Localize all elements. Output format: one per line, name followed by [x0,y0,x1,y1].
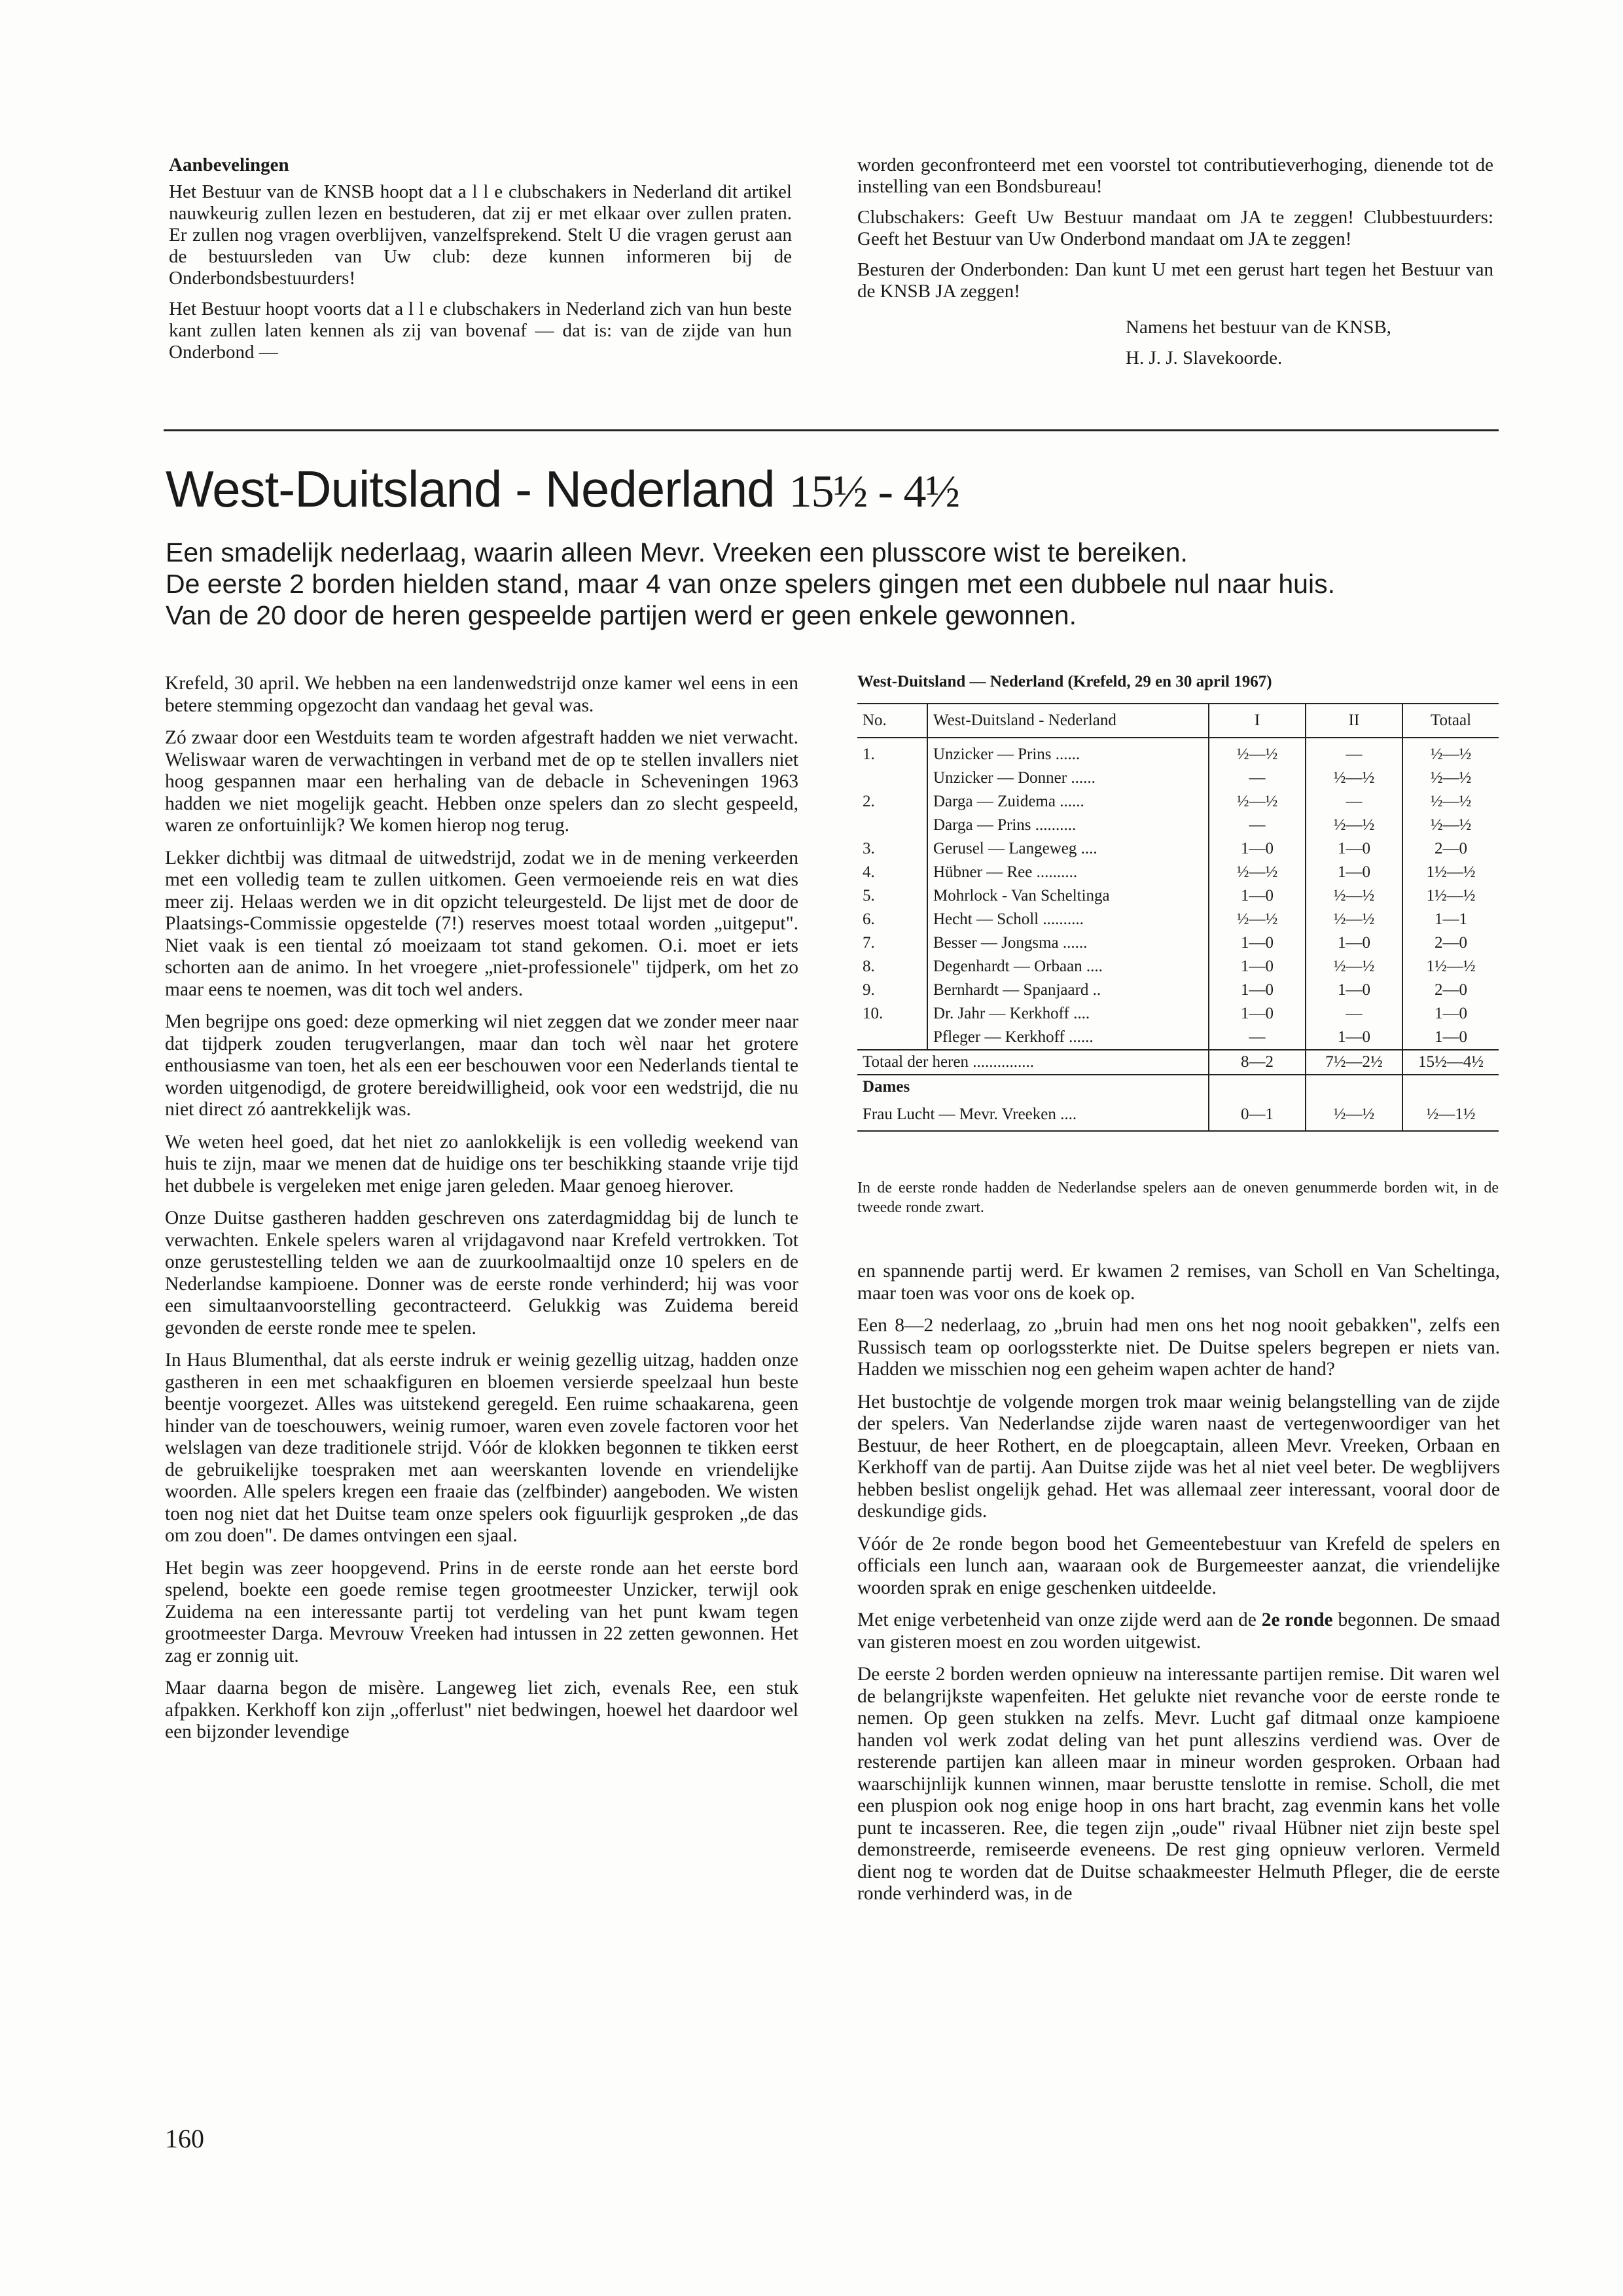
table-row [857,1026,1499,1050]
total-label: Totaal der heren ............... [857,1050,1209,1075]
row-match: Unzicker — Prins ...... [927,738,1209,766]
row-round2: 1—0 [1306,1026,1402,1050]
row-round1: ½—½ [1209,908,1306,931]
row-match: Besser — Jongsma ...... [927,931,1209,955]
header-match: West-Duitsland - Nederland [927,704,1209,738]
row-match: Hübner — Ree .......... [927,861,1209,884]
results-table-note: In de eerste ronde hadden de Nederlandse spelers aan de oneven genummerde borden wit, in de tweede ronde zwart. [857,1179,1499,1216]
row-total: ½—½ [1402,766,1499,790]
row-round2: — [1306,738,1402,766]
row-round1: — [1209,1026,1306,1050]
round2-text: Met enige verbetenheid van onze zijde werd aan de [857,1609,1262,1630]
row-number: 4. [863,863,875,881]
header-total: Totaal [1402,704,1499,738]
row-round1: — [1209,814,1306,837]
row-total: ½—½ [1402,790,1499,814]
table-row [857,766,1499,790]
results-body [857,738,1499,1050]
table-total-row [857,1050,1499,1075]
row-total: ½—½ [1402,738,1499,766]
round2-text: begonnen. De smaad van gisteren moest en zou worden uitgewist. [857,1609,1501,1653]
row-match: Pfleger — Kerkhoff ...... [927,1026,1209,1050]
article-paragraph [857,1609,1500,1653]
signature-line: Namens het bestuur van de KNSB, [1126,317,1391,338]
article-title: West-Duitsland - Nederland [166,460,775,518]
header-round1: I [1209,704,1306,738]
table-row [857,884,1499,908]
dames-match: Frau Lucht — Mevr. Vreeken .... [857,1099,1209,1131]
row-round2: 1—0 [1306,837,1402,861]
article-right-column [857,1261,1500,1916]
row-round2: — [1306,1002,1402,1026]
row-round2: 1—0 [1306,931,1402,955]
table-dames-header-row [857,1075,1499,1099]
article-paragraph: Onze Duitse gastheren hadden geschreven ons zaterdagmiddag bij de lunch te verwachten. Enkele spelers waren al vrijdagavond naar Krefeld vertrokken. Tot onze gerustestelling telden we aan de zuurkoolmaaltijd onze 10 spelers en de Nederlandse kampioene. Donner was de eerste ronde verhinderd; hij was voor een simultaanvoorstelling gecontracteerd. Gelukkig was Zuidema bereid gevonden de eerste ronde mee te spelen. [165,1208,798,1338]
article-paragraph: Zó zwaar door een Westduits team te worden afgestraft hadden we niet verwacht. Weliswaar waren de verwachtingen in verband met de op te stellen invallers niet hoog gespannen maar een herhaling van de debacle in Scheveningen 1963 hadden we niet mogelijk geacht. Hebben onze spelers dan zo slecht gespeeld, waren ze onfortuinlijk? We komen hierop nog terug. [165,727,798,836]
table-row [857,837,1499,861]
total-r2: 7½—2½ [1306,1050,1402,1075]
row-round2: ½—½ [1306,955,1402,978]
table-row [857,955,1499,978]
row-round2: ½—½ [1306,884,1402,908]
row-round1: ½—½ [1209,738,1306,766]
article-subtitle [166,537,1507,631]
article-headline [166,459,959,519]
row-number: 7. [863,934,875,952]
article-paragraph: Vóór de 2e ronde begon bood het Gemeentebestuur van Krefeld de spelers en officials een lunch aan, waaraan ook de Burgemeester aanzat, die vriendelijke woorden sprak en enige geschenken uitdeelde. [857,1533,1500,1598]
table-row [857,908,1499,931]
row-number: 1. [863,745,875,763]
row-match: Mohrlock - Van Scheltinga [927,884,1209,908]
signature-block [857,317,1493,369]
row-total: 1½—½ [1402,884,1499,908]
row-number: 6. [863,910,875,928]
row-total: 2—0 [1402,837,1499,861]
subtitle-line: Een smadelijk nederlaag, waarin alleen Mevr. Vreeken een plusscore wist te bereiken. [166,537,1188,567]
row-round2: ½—½ [1306,766,1402,790]
row-round1: 1—0 [1209,978,1306,1002]
aanbevelingen-left-column [169,154,792,372]
row-number: 5. [863,887,875,905]
section-divider [164,429,1499,431]
header-no: No. [857,704,927,738]
row-total: ½—½ [1402,814,1499,837]
row-match: Gerusel — Langeweg .... [927,837,1209,861]
aanbevelingen-paragraph: worden geconfronteerd met een voorstel tot contributieverhoging, dienende tot de instelling van een Bondsbureau! [857,154,1493,197]
row-match: Degenhardt — Orbaan .... [927,955,1209,978]
row-total: 1—1 [1402,908,1499,931]
article-paragraph: Het begin was zeer hoopgevend. Prins in de eerste ronde aan het eerste bord spelend, boekte een goede remise tegen grootmeester Unzicker, terwijl ook Zuidema na een interessante partij tot verdeling van het punt kwam tegen grootmeester Darga. Mevrouw Vreeken had intussen in 22 zetten gewonnen. Het zag er zonnig uit. [165,1557,798,1666]
row-number: 3. [863,840,875,857]
row-number [857,814,927,837]
row-total: 2—0 [1402,978,1499,1002]
row-match: Darga — Prins .......... [927,814,1209,837]
signature-name: H. J. J. Slavekoorde. [1126,348,1283,368]
total-r1: 8—2 [1209,1050,1306,1075]
row-number: 8. [863,958,875,975]
row-total: 2—0 [1402,931,1499,955]
page-number: 160 [165,2124,204,2153]
table-row [857,1002,1499,1026]
row-round1: 1—0 [1209,837,1306,861]
row-round2: ½—½ [1306,814,1402,837]
row-number [857,766,927,790]
row-match: Hecht — Scholl .......... [927,908,1209,931]
article-left-column [165,673,798,1754]
article-paragraph: Een 8—2 nederlaag, zo „bruin had men ons het nog nooit gebakken", zelfs een Russisch team op oorlogssterkte niet. De Duitse spelers begrepen er niets van. Hadden we misschien nog een geheim wapen achter de hand? [857,1315,1500,1380]
row-total: 1—0 [1402,1002,1499,1026]
article-paragraph: Krefeld, 30 april. We hebben na een landenwedstrijd onze kamer wel eens in een betere stemming opgezocht dan vandaag het geval was. [165,673,798,716]
round2-emphasis: 2e ronde [1261,1609,1333,1630]
aanbevelingen-paragraph: Clubschakers: Geeft Uw Bestuur mandaat om JA te zeggen! Clubbestuurders: Geeft het Bestuur van Uw Onderbond mandaat om JA te zeggen! [857,207,1493,249]
aanbevelingen-paragraph: Besturen der Onderbonden: Dan kunt U met een gerust hart tegen het Bestuur van de KNSB JA zeggen! [857,259,1493,302]
subtitle-line: De eerste 2 borden hielden stand, maar 4 van onze spelers gingen met een dubbele nul naar huis. [166,569,1335,599]
table-row [857,861,1499,884]
row-round2: — [1306,790,1402,814]
aanbevelingen-heading: Aanbevelingen [169,154,289,175]
aanbevelingen-paragraph: Het Bestuur van de KNSB hoopt dat a l l e clubschakers in Nederland dit artikel nauwkeurig zullen lezen en bestuderen, dat zij er met elkaar over zullen praten. Er zullen nog vragen overblijven, vanzelfsprekend. Stelt U die vragen gerust aan de bestuursleden van Uw club: deze kunnen informeren bij de Onderbondsbestuurders! [169,181,792,289]
row-total: 1—0 [1402,1026,1499,1050]
header-round2: II [1306,704,1402,738]
row-number: 2. [863,793,875,810]
table-row [857,814,1499,837]
subtitle-line: Van de 20 door de heren gespeelde partijen werd er geen enkele gewonnen. [166,600,1077,630]
table-dames-row [857,1099,1499,1131]
article-score: 15½ - 4½ [789,467,959,517]
row-match: Dr. Jahr — Kerkhoff .... [927,1002,1209,1026]
table-header-row [857,704,1499,738]
dames-r2: ½—½ [1306,1099,1402,1131]
total-total: 15½—4½ [1402,1050,1499,1075]
article-paragraph: De eerste 2 borden werden opnieuw na interessante partijen remise. Dit waren wel de belangrijkste wapenfeiten. Het gelukte niet revanche voor de eerste ronde te nemen. Op geen stukken na zelfs. Mevr. Lucht gaf ditmaal onze kampioene handen vol werk zodat deling van het punt alleszins verdiend was. Over de resterende partijen kan alleen maar in mineur worden gesproken. Orbaan had waarschijnlijk kunnen winnen, maar berustte tenslotte in remise. Scholl, die met een pluspion ook nog enige hoop in ons hart bracht, zag evenmin kans het volle punt te incasseren. Ree, die tegen zijn „oude" rivaal Hübner niet zijn beste spel demonstreerde, remiseerde eveneens. De rest ging opnieuw verloren. Vermeld dient nog te worden dat de Duitse schaakmeester Helmuth Pfleger, die de eerste ronde verhinderd was, in de [857,1664,1500,1904]
article-paragraph: In Haus Blumenthal, dat als eerste indruk er weinig gezellig uitzag, hadden onze gastheren in een met schaakfiguren en bloemen versierde speelzaal hun beste beentje voorgezet. Alles was uitstekend geregeld. Een ruime schaakarena, geen hinder van de toeschouwers, weinig rumoer, waren even zovele factoren voor het welslagen van deze traditionele strijd. Vóór de klokken begonnen te tikken eerst de gebruikelijke toespraken met aan weerskanten lovende en vriendelijke woorden. Alle spelers kregen een fraaie das (zelfbinder) aangeboden. We wisten toen nog niet dat het Duitse team onze spelers ook figuurlijk gesproken „de das om zou doen". De dames ontvingen een sjaal. [165,1350,798,1546]
row-round1: 1—0 [1209,1002,1306,1026]
article-paragraph: en spannende partij werd. Er kwamen 2 remises, van Scholl en Van Scheltinga, maar toen was voor ons de koek op. [857,1261,1500,1304]
row-round1: 1—0 [1209,931,1306,955]
row-total: 1½—½ [1402,955,1499,978]
row-round1: ½—½ [1209,790,1306,814]
row-round2: ½—½ [1306,908,1402,931]
dames-r1: 0—1 [1209,1099,1306,1131]
row-round1: 1—0 [1209,884,1306,908]
dames-label: Dames [863,1078,910,1096]
row-number: 10. [863,1005,883,1022]
results-table [857,703,1499,1132]
article-paragraph: Lekker dichtbij was ditmaal de uitwedstrijd, zodat we in de mening verkeerden met een volledig team te zullen uitkomen. Geen vermoeiende reis en wat dies meer zij. Helaas werden we in dit opzicht teleurgesteld. De lijst met de door de Plaatsings-Commissie opgestelde (7!) reserves moest totaal worden „uitgeput". Niet vaak is een tiental zó moeizaam tot stand gekomen. O.i. moet er iets schorten aan de animo. In het vroegere „niet-professionele" tijdperk, om het zo maar eens te noemen, was dit toch wel anders. [165,847,798,1000]
row-match: Unzicker — Donner ...... [927,766,1209,790]
row-round2: 1—0 [1306,978,1402,1002]
table-row [857,978,1499,1002]
table-row [857,790,1499,814]
row-match: Darga — Zuidema ...... [927,790,1209,814]
row-round1: 1—0 [1209,955,1306,978]
row-match: Bernhardt — Spanjaard .. [927,978,1209,1002]
article-paragraph: Het bustochtje de volgende morgen trok maar weinig belangstelling van de zijde der spelers. Van Nederlandse zijde waren naast de vertegenwoordiger van het Bestuur, de heer Rothert, en de ploegcaptain, alleen Mevr. Vreeken, Orbaan en Kerkhoff van de partij. Aan Duitse zijde was het al niet veel beter. De wegblijvers hebben beslist ongelijk gehad. Het was allemaal zeer interessant, vooral door de deskundige gids. [857,1391,1500,1522]
article-paragraph: We weten heel goed, dat het niet zo aanlokkelijk is een volledig weekend van huis te zijn, maar we menen dat de huidige ons ter beschikking staande vrije tijd het dubbele is vergeleken met enige jaren geleden. Maar genoeg hierover. [165,1131,798,1196]
row-round2: 1—0 [1306,861,1402,884]
dames-total: ½—1½ [1402,1099,1499,1131]
row-number: 9. [863,981,875,999]
article-paragraph: Maar daarna begon de misère. Langeweg liet zich, evenals Ree, een stuk afpakken. Kerkhoff kon zijn „offerlust" niet bedwingen, hoewel het daardoor wel een bijzonder levendige [165,1677,798,1742]
table-row [857,931,1499,955]
row-number [857,1026,927,1050]
row-round1: — [1209,766,1306,790]
row-total: 1½—½ [1402,861,1499,884]
aanbevelingen-paragraph: Het Bestuur hoopt voorts dat a l l e clubschakers in Nederland zich van hun beste kant zullen laten kennen als zij van bovenaf — dat is: van de zijde van hun Onderbond — [169,298,792,363]
article-paragraph: Men begrijpe ons goed: deze opmerking wil niet zeggen dat we zonder meer naar dat tijdperk zouden terugverlangen, maar dan toch wèl naar het grotere enthousiasme van toen, het als een eer beschouwen voor een Nederlands tiental te worden uitgenodigd, de grotere bereidwilligheid, ook voor een wedstrijd, die nu niet direct zó aantrekkelijk was. [165,1011,798,1120]
table-row [857,738,1499,766]
results-table-title: West-Duitsland — Nederland (Krefeld, 29 en 30 april 1967) [857,673,1272,691]
aanbevelingen-right-column [857,154,1493,378]
row-round1: ½—½ [1209,861,1306,884]
